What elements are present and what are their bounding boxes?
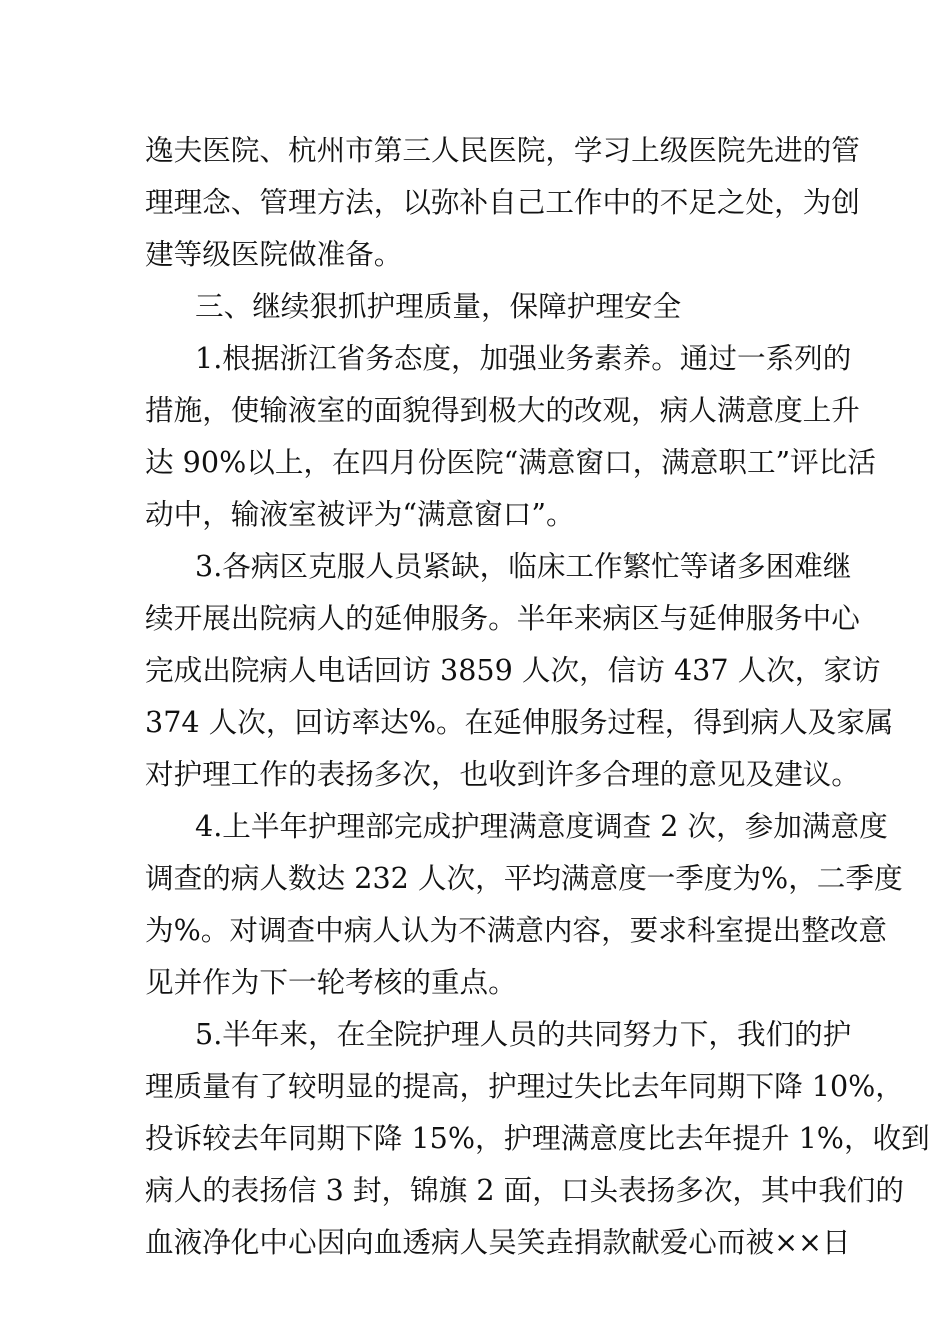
text-line: 见并作为下一轮考核的重点。: [145, 965, 517, 999]
text-line: 完成出院病人电话回访 3859 人次，信访 437 人次，家访: [145, 653, 881, 687]
text-line: 5.半年来，在全院护理人员的共同努力下，我们的护: [195, 1017, 852, 1051]
text-line: 投诉较去年同期下降 15%，护理满意度比去年提升 1%，收到: [145, 1121, 930, 1155]
text-line: 调查的病人数达 232 人次，平均满意度一季度为%，二季度: [145, 861, 903, 895]
text-line: 为%。对调查中病人认为不满意内容，要求科室提出整改意: [145, 913, 888, 947]
paragraph-intro-continued: [145, 124, 860, 280]
text-line: 病人的表扬信 3 封，锦旗 2 面，口头表扬多次，其中我们的: [145, 1173, 904, 1207]
text-line: 1.根据浙江省务态度，加强业务素养。通过一系列的: [195, 341, 852, 375]
text-line: 理质量有了较明显的提高，护理过失比去年同期下降 10%，: [145, 1069, 904, 1103]
text-line: 4.上半年护理部完成护理满意度调查 2 次，参加满意度: [195, 809, 888, 843]
text-line: 血液净化中心因向血透病人吴笑垚捐款献爱心而被××日: [145, 1225, 851, 1259]
text-line: 达 90%以上，在四月份医院“满意窗口，满意职工”评比活: [145, 445, 876, 479]
paragraph-item-1: [145, 332, 876, 540]
text-line: 374 人次，回访率达%。在延伸服务过程，得到病人及家属: [145, 705, 894, 739]
text-line: 建等级医院做准备。: [145, 237, 403, 271]
paragraph-item-4: [145, 800, 903, 1008]
section-heading-text: 三、继续狠抓护理质量，保障护理安全: [195, 289, 682, 323]
text-line: 续开展出院病人的延伸服务。半年来病区与延伸服务中心: [145, 601, 860, 635]
paragraph-item-5: [145, 1008, 930, 1268]
text-line: 逸夫医院、杭州市第三人民医院，学习上级医院先进的管: [145, 133, 860, 167]
paragraph-item-3: [145, 540, 894, 800]
text-line: 对护理工作的表扬多次，也收到许多合理的意见及建议。: [145, 757, 860, 791]
text-line: 理理念、管理方法，以弥补自己工作中的不足之处，为创: [145, 185, 860, 219]
text-line: 措施，使输液室的面貌得到极大的改观，病人满意度上升: [145, 393, 860, 427]
text-line: 3.各病区克服人员紧缺，临床工作繁忙等诸多困难继: [195, 549, 852, 583]
text-line: 动中，输液室被评为“满意窗口”。: [145, 497, 575, 531]
section-heading: [145, 280, 805, 332]
